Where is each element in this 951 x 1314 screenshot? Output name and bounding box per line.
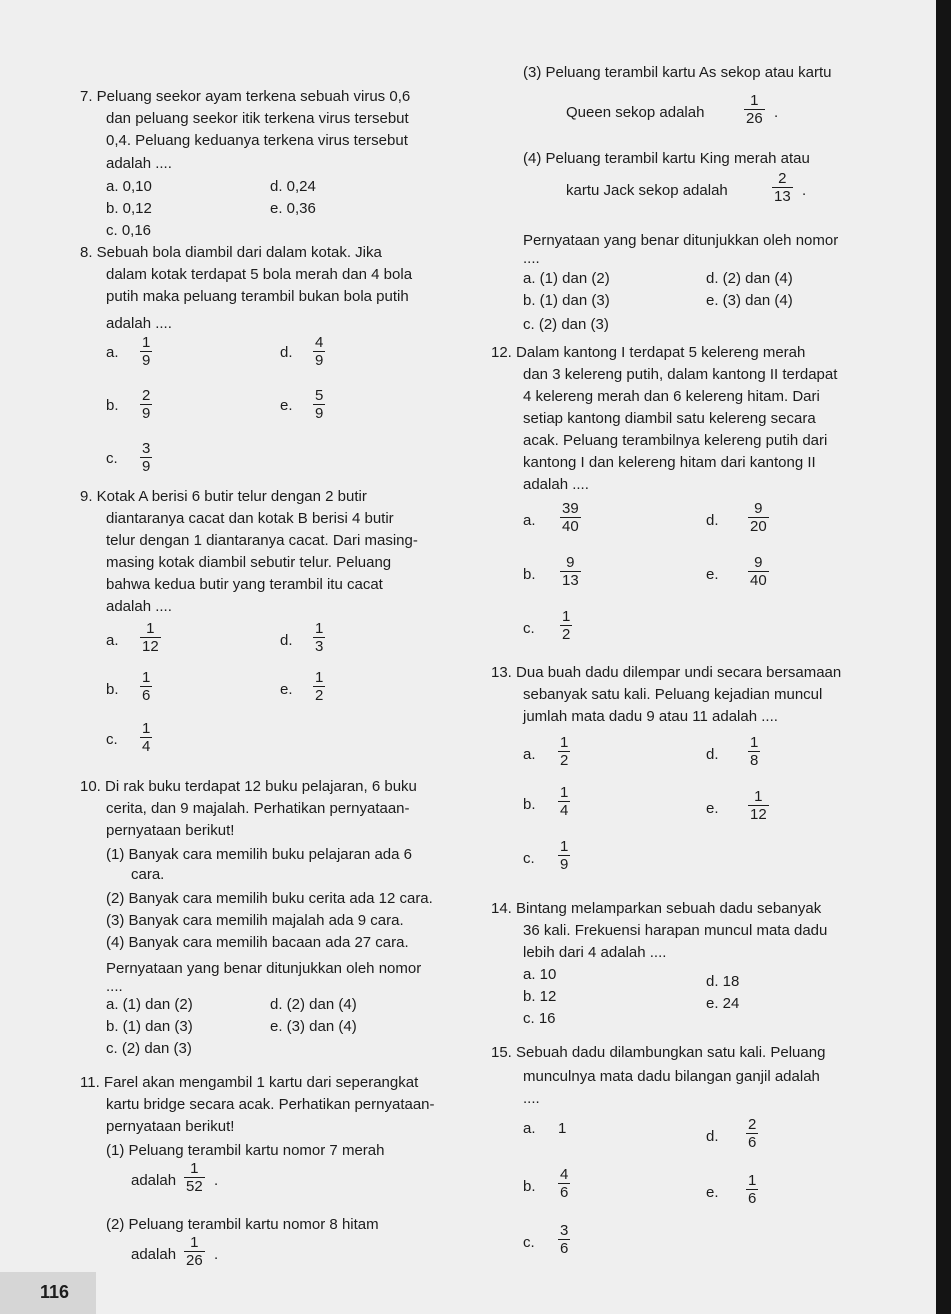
- q13-option-c-label: c.: [523, 850, 535, 867]
- q9-option-b-fraction: [140, 669, 152, 704]
- q10-statement-4: (4) Banyak cara memilih bacaan ada 27 cara.: [106, 934, 409, 951]
- q10-option-a: a. (1) dan (2): [106, 996, 193, 1013]
- q9-option-a-fraction: [140, 620, 161, 655]
- q8-line-2: dalam kotak terdapat 5 bola merah dan 4 bola: [106, 266, 413, 283]
- q12-option-e-fraction: [748, 554, 769, 589]
- q13-line-2: sebanyak satu kali. Peluang kejadian muncul: [523, 686, 823, 703]
- q14-line-2: 36 kali. Frekuensi harapan muncul mata dadu: [523, 922, 828, 939]
- q8-option-b-label: b.: [106, 397, 119, 414]
- denominator: 12: [142, 638, 159, 655]
- q14-option-d: d. 18: [706, 973, 740, 990]
- denominator: 26: [746, 110, 763, 127]
- q11-statement-3-text: Queen sekop adalah: [566, 104, 705, 121]
- q12-option-b-fraction: [560, 554, 581, 589]
- denominator: 9: [315, 405, 324, 422]
- denominator: 6: [142, 687, 151, 704]
- q7-line-3: 0,4. Peluang keduanya terkena virus tersebut: [106, 132, 408, 149]
- q10-line-2: cerita, dan 9 majalah. Perhatikan pernyataan-: [106, 800, 410, 817]
- denominator: 8: [750, 752, 759, 769]
- numerator: 9: [754, 500, 763, 517]
- q14-line-1: 14. Bintang melamparkan sebuah dadu sebanyak: [491, 900, 822, 917]
- q11-statement-3: (3) Peluang terambil kartu As sekop atau kartu: [523, 64, 832, 81]
- denominator: 9: [142, 352, 151, 369]
- q13-option-e-fraction: [748, 788, 769, 823]
- q13-option-d-label: d.: [706, 746, 719, 763]
- page-edge-shadow: [936, 0, 951, 1314]
- q10-option-b: b. (1) dan (3): [106, 1018, 193, 1035]
- q11-statement-3-fraction: [744, 92, 765, 127]
- denominator: 6: [560, 1184, 569, 1201]
- numerator: 1: [750, 92, 759, 109]
- numerator: 5: [315, 387, 324, 404]
- q12-option-b-label: b.: [523, 566, 536, 583]
- q8-option-e-label: e.: [280, 397, 293, 414]
- q13-line-3: jumlah mata dadu 9 atau 11 adalah ....: [523, 708, 778, 725]
- q10-prompt: Pernyataan yang benar ditunjukkan oleh nomor: [106, 960, 422, 977]
- denominator: 2: [315, 687, 324, 704]
- q15-option-e-fraction: [746, 1172, 758, 1207]
- denominator: 13: [774, 188, 791, 205]
- q10-option-e: e. (3) dan (4): [270, 1018, 357, 1035]
- numerator: 39: [562, 500, 579, 517]
- q12-option-d-fraction: [748, 500, 769, 535]
- q7-option-a: a. 0,10: [106, 178, 152, 195]
- denominator: 4: [560, 802, 569, 819]
- denominator: 40: [562, 518, 579, 535]
- denominator: 2: [562, 626, 571, 643]
- q15-option-d-label: d.: [706, 1128, 719, 1145]
- denominator: 9: [560, 856, 569, 873]
- q7-option-e: e. 0,36: [270, 200, 316, 217]
- numerator: 1: [315, 620, 324, 637]
- q9-option-e-label: e.: [280, 681, 293, 698]
- q11-statement-1: (1) Peluang terambil kartu nomor 7 merah: [106, 1142, 385, 1159]
- q9-option-b-label: b.: [106, 681, 119, 698]
- q7-option-b: b. 0,12: [106, 200, 152, 217]
- q11-option-c: c. (2) dan (3): [523, 316, 609, 333]
- q8-line-3: putih maka peluang terambil bukan bola putih: [106, 288, 409, 305]
- q8-option-d-label: d.: [280, 344, 293, 361]
- q11-line-2: kartu bridge secara acak. Perhatikan pernyataan-: [106, 1096, 435, 1113]
- q14-line-3: lebih dari 4 adalah ....: [523, 944, 667, 961]
- q15-line-2: munculnya mata dadu bilangan ganjil adalah: [523, 1068, 820, 1085]
- numerator: 1: [560, 784, 569, 801]
- q9-line-2: diantaranya cacat dan kotak B berisi 4 butir: [106, 510, 394, 527]
- denominator: 52: [186, 1178, 203, 1195]
- q7-option-d: d. 0,24: [270, 178, 316, 195]
- q10-option-d: d. (2) dan (4): [270, 996, 357, 1013]
- q13-option-e-label: e.: [706, 800, 719, 817]
- q12-line-7: adalah ....: [523, 476, 589, 493]
- q12-option-d-label: d.: [706, 512, 719, 529]
- q14-option-b: b. 12: [523, 988, 557, 1005]
- q9-option-c-fraction: [140, 720, 152, 755]
- q14-option-a: a. 10: [523, 966, 557, 983]
- denominator: 26: [186, 1252, 203, 1269]
- q12-line-1: 12. Dalam kantong I terdapat 5 kelereng merah: [491, 344, 806, 361]
- q11-statement-2: (2) Peluang terambil kartu nomor 8 hitam: [106, 1216, 379, 1233]
- denominator: 12: [750, 806, 767, 823]
- q8-line-4: adalah ....: [106, 315, 172, 332]
- q11-statement-2-period: .: [214, 1246, 219, 1263]
- numerator: 4: [315, 334, 324, 351]
- q15-line-3: ....: [523, 1090, 540, 1107]
- q14-option-c: c. 16: [523, 1010, 556, 1027]
- q11-statement-4-period: .: [802, 182, 807, 199]
- q10-line-1: 10. Di rak buku terdapat 12 buku pelajaran, 6 buku: [80, 778, 417, 795]
- q9-line-4: masing kotak diambil sebutir telur. Peluang: [106, 554, 392, 571]
- q10-statement-2: (2) Banyak cara memilih buku cerita ada 12 cara.: [106, 890, 433, 907]
- q8-line-1: 8. Sebuah bola diambil dari dalam kotak. Jika: [80, 244, 382, 261]
- q10-statement-1: (1) Banyak cara memilih buku pelajaran ada 6: [106, 846, 412, 863]
- q15-option-a-label: a.: [523, 1120, 536, 1137]
- numerator: 1: [190, 1160, 199, 1177]
- page-number-tab: [0, 1272, 96, 1314]
- q9-option-c-label: c.: [106, 731, 118, 748]
- q13-option-c-fraction: [558, 838, 570, 873]
- q11-statement-2-adalah: adalah: [131, 1246, 177, 1263]
- q15-option-a-value: 1: [558, 1120, 567, 1137]
- q8-option-c-label: c.: [106, 450, 118, 467]
- q10-statement-3: (3) Banyak cara memilih majalah ada 9 cara.: [106, 912, 404, 929]
- denominator: 4: [142, 738, 151, 755]
- q8-option-a-fraction: [140, 334, 152, 369]
- q15-option-c-fraction: [558, 1222, 570, 1257]
- q11-statement-4-text: kartu Jack sekop adalah: [566, 182, 728, 199]
- denominator: 6: [748, 1190, 757, 1207]
- numerator: 4: [560, 1166, 569, 1183]
- numerator: 1: [190, 1234, 199, 1251]
- q14-option-e: e. 24: [706, 995, 740, 1012]
- q8-option-c-fraction: [140, 440, 152, 475]
- denominator: 20: [750, 518, 767, 535]
- q13-option-a-fraction: [558, 734, 570, 769]
- numerator: 9: [754, 554, 763, 571]
- q9-line-6: adalah ....: [106, 598, 172, 615]
- q9-line-1: 9. Kotak A berisi 6 butir telur dengan 2 butir: [80, 488, 367, 505]
- q12-option-e-label: e.: [706, 566, 719, 583]
- q11-statement-1-period: .: [214, 1172, 219, 1189]
- q8-option-d-fraction: [313, 334, 325, 369]
- q9-option-d-label: d.: [280, 632, 293, 649]
- q11-option-e: e. (3) dan (4): [706, 292, 793, 309]
- denominator: 6: [748, 1134, 757, 1151]
- q11-statement-2-fraction: [184, 1234, 205, 1269]
- q7-line-2: dan peluang seekor itik terkena virus tersebut: [106, 110, 409, 127]
- q11-statement-4: (4) Peluang terambil kartu King merah atau: [523, 150, 810, 167]
- q9-line-5: bahwa kedua butir yang terambil itu cacat: [106, 576, 383, 593]
- denominator: 2: [560, 752, 569, 769]
- q11-line-1: 11. Farel akan mengambil 1 kartu dari seperangkat: [80, 1074, 419, 1091]
- numerator: 3: [142, 440, 151, 457]
- q11-option-b: b. (1) dan (3): [523, 292, 610, 309]
- q11-statement-3-period: .: [774, 104, 779, 121]
- q15-option-e-label: e.: [706, 1184, 719, 1201]
- q12-line-2: dan 3 kelereng putih, dalam kantong II terdapat: [523, 366, 838, 383]
- q15-line-1: 15. Sebuah dadu dilambungkan satu kali. Peluang: [491, 1044, 826, 1061]
- numerator: 1: [754, 788, 763, 805]
- q9-option-a-label: a.: [106, 632, 119, 649]
- numerator: 1: [560, 838, 569, 855]
- q9-option-d-fraction: [313, 620, 325, 655]
- numerator: 1: [146, 620, 155, 637]
- denominator: 9: [315, 352, 324, 369]
- q12-option-a-label: a.: [523, 512, 536, 529]
- q15-option-b-label: b.: [523, 1178, 536, 1195]
- q7-option-c: c. 0,16: [106, 222, 152, 239]
- denominator: 6: [560, 1240, 569, 1257]
- q9-option-e-fraction: [313, 669, 325, 704]
- numerator: 2: [142, 387, 151, 404]
- numerator: 2: [778, 170, 787, 187]
- q12-option-c-label: c.: [523, 620, 535, 637]
- q15-option-d-fraction: [746, 1116, 758, 1151]
- q12-line-3: 4 kelereng merah dan 6 kelereng hitam. Dari: [523, 388, 820, 405]
- q13-line-1: 13. Dua buah dadu dilempar undi secara bersamaan: [491, 664, 842, 681]
- q12-line-5: acak. Peluang terambilnya kelereng putih dari: [523, 432, 828, 449]
- q8-option-b-fraction: [140, 387, 152, 422]
- denominator: 13: [562, 572, 579, 589]
- denominator: 40: [750, 572, 767, 589]
- q12-line-4: setiap kantong diambil satu kelereng secara: [523, 410, 816, 427]
- numerator: 1: [142, 334, 151, 351]
- numerator: 3: [560, 1222, 569, 1239]
- q11-option-a: a. (1) dan (2): [523, 270, 610, 287]
- q9-line-3: telur dengan 1 diantaranya cacat. Dari masing-: [106, 532, 418, 549]
- numerator: 1: [750, 734, 759, 751]
- numerator: 2: [748, 1116, 757, 1133]
- q7-line-4: adalah ....: [106, 155, 172, 172]
- q11-statement-1-fraction: [184, 1160, 205, 1195]
- q10-line-3: pernyataan berikut!: [106, 822, 235, 839]
- q10-statement-1-cont: cara.: [131, 866, 165, 883]
- q13-option-b-fraction: [558, 784, 570, 819]
- q15-option-c-label: c.: [523, 1234, 535, 1251]
- q12-option-a-fraction: [560, 500, 581, 535]
- q8-option-a-label: a.: [106, 344, 119, 361]
- q15-option-b-fraction: [558, 1166, 570, 1201]
- numerator: 1: [315, 669, 324, 686]
- q11-line-3: pernyataan berikut!: [106, 1118, 235, 1135]
- q7-line-1: 7. Peluang seekor ayam terkena sebuah virus 0,6: [80, 88, 411, 105]
- denominator: 9: [142, 458, 151, 475]
- q13-option-a-label: a.: [523, 746, 536, 763]
- q13-option-d-fraction: [748, 734, 760, 769]
- q11-prompt-dots: ....: [523, 250, 540, 267]
- q13-option-b-label: b.: [523, 796, 536, 813]
- q11-statement-4-fraction: [772, 170, 793, 205]
- numerator: 1: [142, 720, 151, 737]
- q12-option-c-fraction: [560, 608, 572, 643]
- q11-statement-1-adalah: adalah: [131, 1172, 177, 1189]
- numerator: 9: [566, 554, 575, 571]
- denominator: 9: [142, 405, 151, 422]
- page-number: 116: [40, 1282, 70, 1302]
- q11-prompt: Pernyataan yang benar ditunjukkan oleh nomor: [523, 232, 839, 249]
- q10-prompt-dots: ....: [106, 978, 123, 995]
- q12-line-6: kantong I dan kelereng hitam dari kantong II: [523, 454, 816, 471]
- q10-option-c: c. (2) dan (3): [106, 1040, 192, 1057]
- numerator: 1: [560, 734, 569, 751]
- numerator: 1: [748, 1172, 757, 1189]
- q11-option-d: d. (2) dan (4): [706, 270, 793, 287]
- q8-option-e-fraction: [313, 387, 325, 422]
- denominator: 3: [315, 638, 324, 655]
- numerator: 1: [562, 608, 571, 625]
- numerator: 1: [142, 669, 151, 686]
